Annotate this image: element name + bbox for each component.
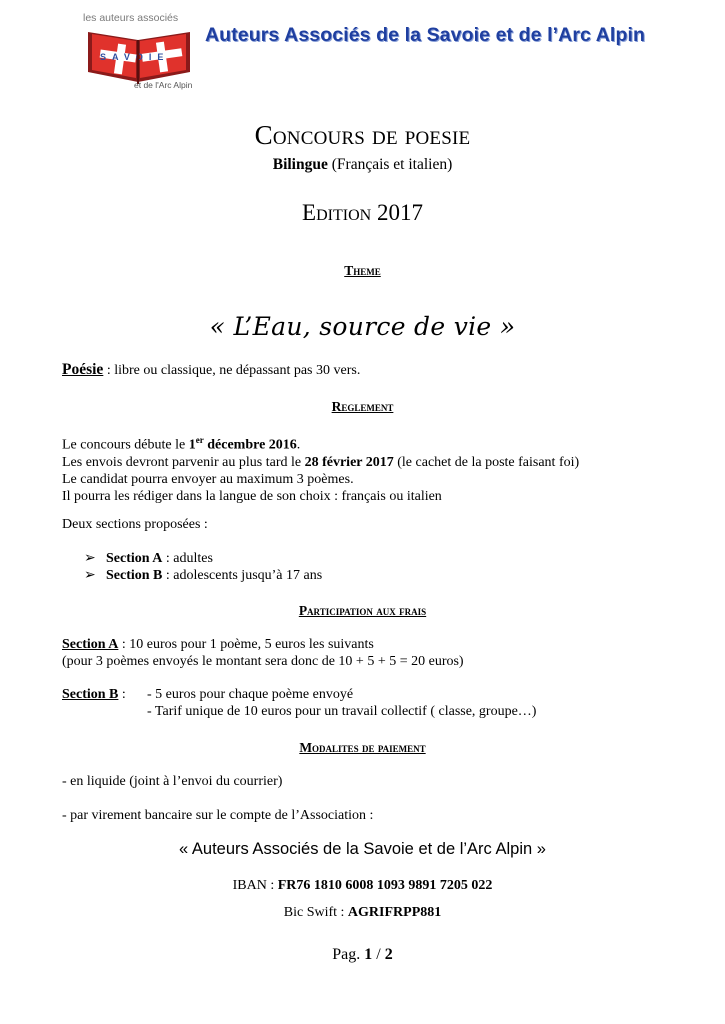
subtitle-rest: (Français et italien) (327, 156, 453, 173)
poesie-line (62, 361, 360, 379)
iban-line: IBAN : FR76 1810 6008 1093 9891 7205 022 (232, 878, 493, 893)
header-title: Auteurs Associés de la Savoie et de l’Arc Alpin (205, 24, 645, 46)
frais-heading: Participation aux frais (298, 603, 427, 618)
logo-book-icon (78, 10, 213, 90)
logo-book-text: SAVOIE (100, 52, 170, 62)
paiement-heading: Modalites de paiement (299, 740, 426, 755)
paiement-line-1: - en liquide (joint à l’envoi du courrier) (62, 774, 283, 789)
frais-section-b-label: Section B : (62, 687, 126, 702)
contest-title: Concours de poesie (254, 120, 471, 150)
list-item: ➢ Section A : adultes (84, 551, 213, 566)
arrow-bullet-icon: ➢ (84, 568, 96, 583)
logo-text-top: les auteurs associés (83, 12, 179, 24)
iban-value: FR76 1810 6008 1093 9891 7205 022 (277, 878, 493, 893)
bic-value: AGRIFRPP881 (347, 905, 442, 920)
edition-title: Edition 2017 (302, 200, 423, 225)
subtitle-bold: Bilingue (272, 156, 328, 173)
frais-section-b-lines: - 5 euros pour chaque poème envoyé - Tarif unique de 10 euros pour un travail collectif ( classe, groupe…) (147, 687, 537, 719)
list-item: ➢ Section B : adolescents jusqu’à 17 ans (84, 568, 323, 583)
sections-list (84, 550, 322, 584)
reglement-block (62, 432, 662, 505)
theme-heading: Theme (344, 263, 381, 278)
theme-quote: « L’Eau, source de vie » (209, 312, 516, 341)
poesie-text: : libre ou classique, ne dépassant pas 30 vers. (103, 363, 361, 378)
association-logo (78, 10, 213, 90)
paiement-line-2: - par virement bancaire sur le compte de l’Association : (62, 808, 374, 823)
logo-text-bottom: et de l'Arc Alpin (134, 80, 193, 90)
reglement-line-1: Le concours débute le 1er décembre 2016. (62, 435, 301, 453)
contest-subtitle (0, 156, 725, 174)
reglement-line-3: Le candidat pourra envoyer au maximum 3 poèmes. (62, 471, 354, 487)
bic-line: Bic Swift : AGRIFRPP881 (283, 905, 442, 920)
reglement-line-2: Les envois devront parvenir au plus tard le 28 février 2017 (le cachet de la poste faisant foi) (62, 454, 580, 470)
sections-intro: Deux sections proposées : (62, 517, 208, 532)
association-name: « Auteurs Associés de la Savoie et de l’Arc Alpin » (179, 840, 546, 858)
reglement-line-4: Il pourra les rédiger dans la langue de son choix : français ou italien (62, 488, 442, 504)
reglement-heading: Reglement (331, 399, 394, 414)
arrow-bullet-icon: ➢ (84, 551, 96, 566)
poesie-label: Poésie (62, 361, 104, 378)
page-number: Pag. 1 / 2 (332, 946, 393, 963)
frais-section-a: Section A : 10 euros pour 1 poème, 5 euros les suivants (pour 3 poèmes envoyés le montant sera donc de 10 + 5 + 5 = 20 euros) (62, 637, 464, 669)
